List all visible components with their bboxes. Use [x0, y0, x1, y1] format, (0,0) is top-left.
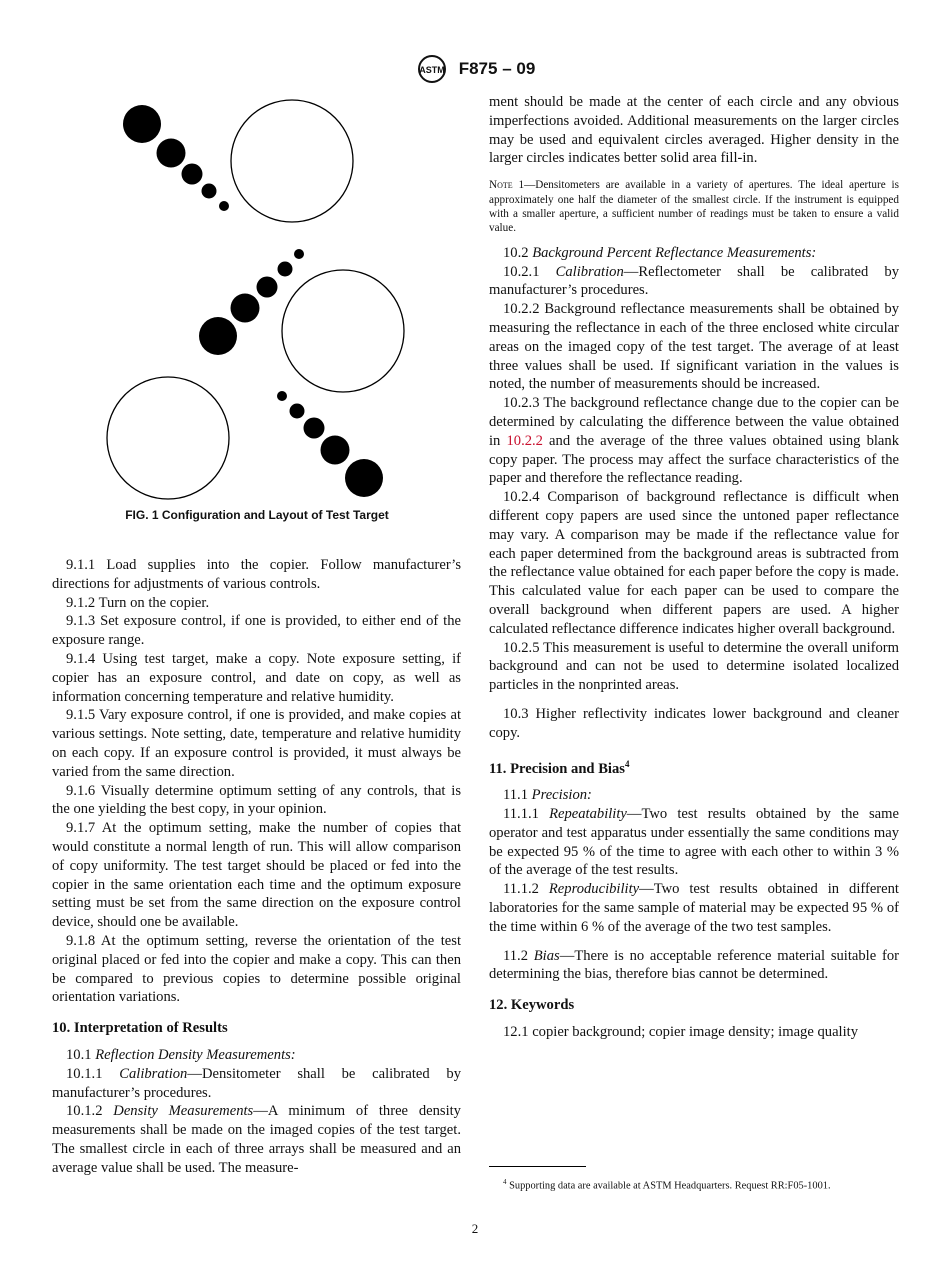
page-number: 2 — [471, 1221, 479, 1236]
black-dot — [182, 164, 203, 185]
black-dot — [257, 277, 278, 298]
paragraph: 11.2 Bias—There is no acceptable reference material suitable for determining the bias, therefore bias cannot be determined. — [489, 947, 899, 983]
paragraph: 9.1.3 Set exposure control, if one is provided, to either end of the exposure range. — [52, 613, 461, 649]
black-dot — [202, 184, 217, 199]
paragraph: 10.2.4 Comparison of background reflectance is difficult when different copy papers are used since the untoned paper reflectance may vary. A comparison may be made if the reflectance value for each paper determined from the background areas is subtracted from the reflectance value obtained for each paper before the copy is made. This calculated value for each paper can be used to compare the overall background when different papers are used. A higher calculated reflectance difference indicates higher overall background. — [489, 489, 899, 637]
paragraph: 10.3 Higher reflectivity indicates lower background and cleaner copy. — [489, 705, 899, 741]
black-dot — [277, 391, 287, 401]
paragraph: 10.1 Reflection Density Measurements: — [66, 1046, 296, 1063]
document-code: F875 – 09 — [458, 59, 536, 78]
test-target-diagram — [52, 92, 462, 502]
astm-logo-icon — [415, 54, 449, 84]
paragraph: 10.2.1 Calibration—Reflectometer shall be calibrated by manufacturer’s procedures. — [489, 263, 899, 299]
paragraph: 10.1.1 Calibration—Densitometer shall be calibrated by manufacturer’s procedures. — [52, 1065, 461, 1101]
paragraph: 11.1.1 Repeatability—Two test results obtained by the same operator and test apparatus under essentially the same conditions may be expected 95 % of the time to agree with each other to within 3 % of the average of the test results. — [489, 805, 899, 879]
paragraph: 9.1.1 Load supplies into the copier. Follow manufacturer’s directions for adjustments of various controls. — [52, 557, 461, 592]
black-dot — [321, 436, 350, 465]
black-dot — [231, 294, 260, 323]
paragraph: 10.2 Background Percent Reflectance Measurements: — [503, 244, 817, 261]
black-dot — [290, 404, 305, 419]
footnote-rule — [489, 1166, 586, 1167]
black-dot — [199, 317, 237, 355]
paragraph: 10.2.2 Background reflectance measurements shall be obtained by measuring the reflectance in each of the three enclosed white circular areas on the imaged copy of the test target. The average of at least three values shall be used. If significant variation in the values is noted, the number of measurements should be increased. — [489, 301, 899, 393]
white-circle — [282, 270, 404, 392]
paragraph: 10.2.3 The background reflectance change due to the copier can be determined by calculating the difference between the value obtained in 10.2.2 and the average of the three values obtained using blank copy paper. The process may affect the surface characteristics of the paper and therefore the reflectance reading. — [489, 395, 900, 487]
paragraph: 9.1.5 Vary exposure control, if one is provided, and make copies at various settings. Note setting, date, temperature and relative humidity on each copy. If an exposure control is provided, it must always be varied from the same direction. — [52, 707, 461, 780]
paragraph: 10.2.5 This measurement is useful to determine the overall uniform background and can not be used to determine isolated localized particles in the nonprinted areas. — [489, 639, 899, 694]
paragraph: 9.1.8 At the optimum setting, reverse the orientation of the test original placed or fed into the copier and make a copy. This can then be compared to previous copies to determine possible original orientation variations. — [52, 932, 461, 1006]
black-dot — [123, 105, 161, 143]
black-dot — [294, 249, 304, 259]
paragraph: 11.1 Precision: — [503, 787, 592, 804]
black-dot — [219, 201, 229, 211]
black-dot — [157, 139, 186, 168]
figure-1 — [52, 92, 462, 532]
white-circle — [231, 100, 353, 222]
footnote: $^4$ Supporting data are available at ASTM Headquarters. Request RR:F05-1001. — [503, 1178, 831, 1192]
note: Note 1—Densitometers are available in a variety of apertures. The ideal aperture is approximately one half the diameter of the smallest circle. If the instrument is equipped with a smaller aperture, a sufficient number of readings must be taken to ensure a valid value. — [489, 179, 899, 235]
paragraph: 9.1.6 Visually determine optimum setting of any controls, that is the one yielding the best copy, in your opinion. — [52, 782, 461, 818]
black-dot — [304, 418, 325, 439]
white-circle — [107, 377, 229, 499]
paragraph: 10.1.2 Density Measurements—A minimum of three density measurements shall be made on the imaged copies of the test target. The smallest circle in each of three arrays shall be measured and an average value shall be used. The measure- — [52, 1103, 461, 1176]
page-header — [0, 54, 950, 84]
paragraph: ment should be made at the center of each circle and any obvious imperfections avoided. Additional measurements on the larger circles may be used and equivalent circles averaged. Higher density in the larger circles indicates better solid area fill-in. — [489, 94, 899, 167]
section-heading: 12. Keywords — [489, 997, 575, 1014]
figure-caption: FIG. 1 Configuration and Layout of Test Target — [125, 508, 389, 522]
section-heading: 11. Precision and Bias$^4$ — [489, 758, 630, 777]
paragraph: 9.1.7 At the optimum setting, make the number of copies that would constitute a normal length of run. This will allow comparison of copy uniformity. The test target should be placed or fed into the copier in the same orientation each time and the optimum exposure setting must be set from the same direction on the exposure control device, should one be available. — [52, 820, 461, 931]
paragraph: 12.1 copier background; copier image density; image quality — [503, 1023, 859, 1040]
paragraph: 9.1.4 Using test target, make a copy. Note exposure setting, if copier has an exposure control, and date on copy, as well as information concerning temperature and relative humidity. — [52, 650, 461, 705]
black-dot — [278, 262, 293, 277]
svg-text:ASTM: ASTM — [418, 65, 445, 75]
paragraph: 11.1.2 Reproducibility—Two test results obtained in different laboratories for the same sample of material may be expected 95 % of the time within 6 % of the average of the two test samples. — [489, 881, 899, 935]
paragraph: 9.1.2 Turn on the copier. — [66, 594, 210, 611]
right-column — [489, 93, 899, 1042]
section-link[interactable]: 10.2.2 — [506, 432, 543, 449]
black-dot — [345, 459, 383, 497]
section-heading: 10. Interpretation of Results — [52, 1020, 228, 1037]
left-column — [52, 556, 461, 1178]
